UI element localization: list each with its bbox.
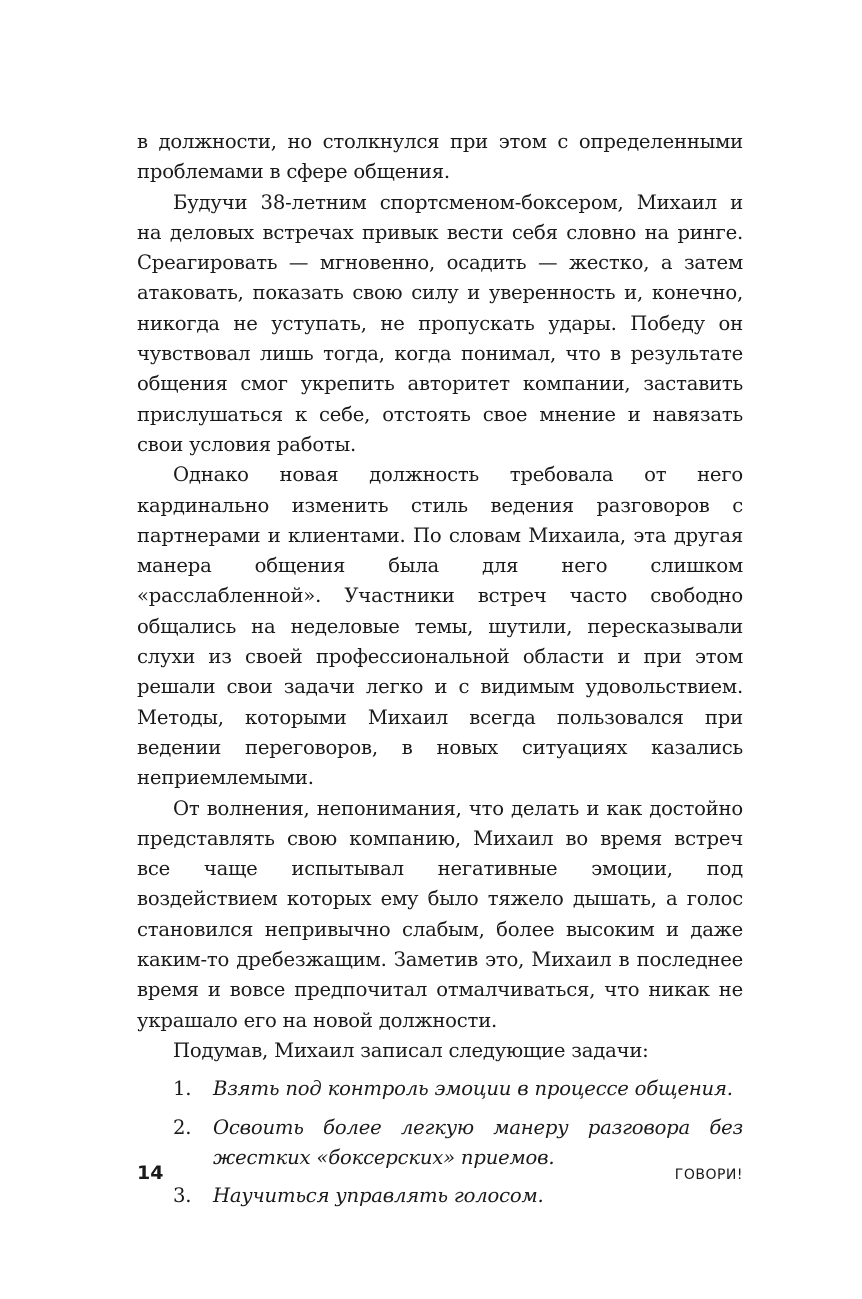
paragraph-emotions: От волнения, непонимания, что делать и как достойно представлять свою компанию, Михаил во время встреч все чаще испытывал негативные эмоции, под воздействием которых ему было тяжело дышать, а голос становился непривычно слабым, более высоким и даже каким-то дребезжащим. Заметив это, Михаил в последнее время и вовсе предпочитал отмалчиваться, что никак не украшало его на новой должности. xyxy=(137,796,743,1032)
page-number: 14 xyxy=(137,1162,164,1184)
list-item-text: Освоить более легкую манеру разговора без жестких «боксерских» приемов. xyxy=(213,1115,743,1169)
list-item xyxy=(137,1074,743,1104)
list-item-number: 2. xyxy=(173,1115,192,1139)
list-item-text: Взять под контроль эмоции в процессе общения. xyxy=(213,1077,733,1101)
paragraph-new-position: Однако новая должность требовала от него кардинально изменить стиль ведения разговоров с партнерами и клиентами. По словам Михаила, эта другая манера общения была для него слишком «расслабленной». Участники встреч часто свободно общались на неделовые темы, шутили, пересказывали слухи из своей профессиональной области и при этом решали свои задачи легко и с видимым удовольствием. Методы, которыми Михаил всегда пользовался при ведении переговоров, в новых ситуациях казались неприемлемыми. xyxy=(137,463,743,790)
list-item-number: 1. xyxy=(173,1077,192,1101)
paragraph-boxer: Будучи 38-летним спортсменом-боксером, Михаил и на деловых встречах привык вести себя словно на ринге. Среагировать — мгновенно, осадить — жестко, а затем атаковать, показать свою силу и уверенность и, конечно, никогда не уступать, не пропускать удары. Победу он чувствовал лишь тогда, когда понимал, что в результате общения смог укрепить авторитет компании, заставить прислушаться к себе, отстоять свое мнение и навязать свои условия работы. xyxy=(137,190,743,456)
running-title: ГОВОРИ! xyxy=(674,1167,743,1183)
list-item-text: Научиться управлять голосом. xyxy=(213,1184,544,1208)
list-item-number: 3. xyxy=(173,1184,192,1208)
paragraph-continuation: в должности, но столкнулся при этом с определенными проблемами в сфере общения. xyxy=(137,130,743,184)
page-footer xyxy=(137,1158,743,1192)
paragraph-tasks-intro: Подумав, Михаил записал следующие задачи: xyxy=(173,1038,649,1062)
page-body xyxy=(137,127,743,1219)
